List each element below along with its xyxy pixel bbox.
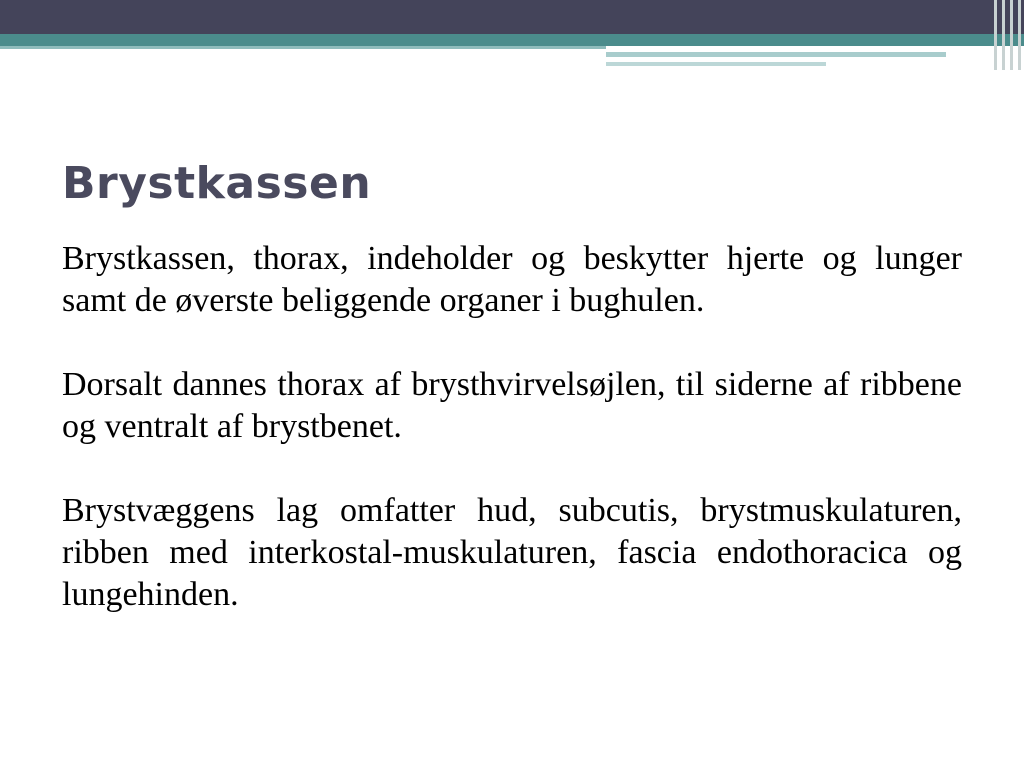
body-paragraph: Dorsalt dannes thorax af brysthvirvelsøjlen, til siderne af ribbene og ventralt af brystbenet. (62, 366, 962, 445)
header-stripe (1018, 0, 1021, 70)
header-stripe (994, 0, 997, 70)
header-stripes (990, 0, 1024, 70)
header-accent-line (606, 52, 946, 57)
body-paragraph: Brystvæggens lag omfatter hud, subcutis, brystmuskulaturen, ribben med interkostal-muskulaturen, fascia endothoracica og lungehinden. (62, 492, 962, 613)
header-stripe (1010, 0, 1013, 70)
header-teal-band (0, 34, 1024, 46)
header-dark-band (0, 0, 1024, 34)
body-paragraph: Brystkassen, thorax, indeholder og beskytter hjerte og lunger samt de øverste beliggende organer i bughulen. (62, 240, 962, 319)
slide-body (62, 238, 962, 616)
header-right-block (606, 46, 1024, 70)
header-stripe (1002, 0, 1005, 70)
slide-title: Brystkassen (62, 158, 372, 209)
header-accent-line (606, 62, 826, 66)
header-teal-line (0, 46, 606, 49)
